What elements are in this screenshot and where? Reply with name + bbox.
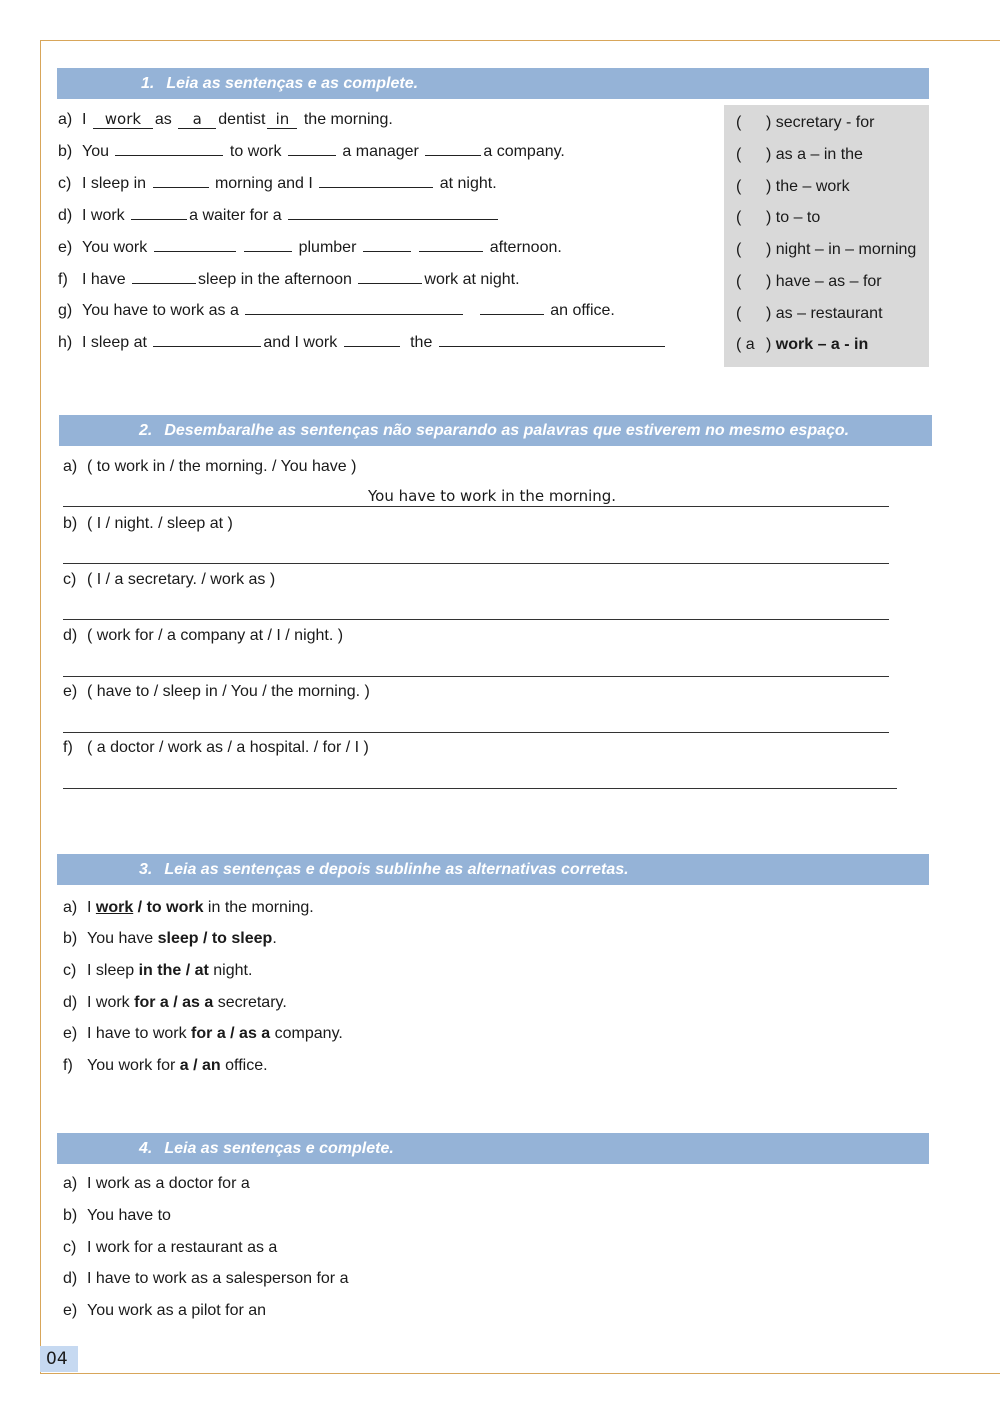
answer-field[interactable]: work [93,110,153,129]
s1-item-a: a) I work as a dentist in the morning. [58,110,393,128]
option-1[interactable]: ( ) secretary - for [736,114,875,131]
s1-item-d: d) I work a waiter for a [58,206,500,225]
s1-item-e: e) You work plumber afternoon. [58,239,562,256]
s2-answer-a[interactable]: You have to work in the morning. [368,487,617,505]
blank-field[interactable] [288,206,498,220]
s4-item-c[interactable]: c) I work for a restaurant as a [63,1239,278,1256]
s4-item-a[interactable]: a) I work as a doctor for a [63,1175,250,1192]
option-word[interactable]: in the / at [138,962,209,979]
blank-field[interactable] [244,238,292,252]
blank-field[interactable] [363,238,411,252]
section-title: Leia as sentenças e as complete. [166,75,419,92]
options-box [724,105,929,367]
s2-item-f: f) ( a doctor / work as / a hospital. / for / I ) [63,739,369,756]
option-2[interactable]: ( ) as a – in the [736,146,863,163]
s2-item-c: c) ( I / a secretary. / work as ) [63,571,276,588]
answer-line[interactable] [63,676,889,677]
s4-item-e[interactable]: e) You work as a pilot for an [63,1302,267,1319]
answer-line[interactable] [63,732,889,733]
section-number: 3. [139,861,153,878]
blank-field[interactable] [153,333,261,347]
option-word[interactable]: / to work [133,899,204,916]
option-6[interactable]: ( ) have – as – for [736,273,882,290]
section-number: 2. [139,422,153,439]
s1-item-b: b) You to work a manager a company. [58,143,565,160]
answer-field[interactable]: a [178,110,216,129]
section-title: Desembaralhe as sentenças não separando as palavras que estiverem no mesmo espaço. [164,422,850,439]
option-3[interactable]: ( ) the – work [736,178,850,195]
s4-item-b[interactable]: b) You have to [63,1207,171,1224]
option-word[interactable]: for a / as a [191,1025,271,1042]
s3-item-c: c) I sleep in the / at night. [63,962,253,979]
blank-field[interactable] [245,301,463,315]
section-4-header [57,1133,929,1164]
section-1-header [57,68,929,99]
option-8[interactable]: ( a ) work – a - in [736,336,869,353]
s2-item-d: d) ( work for / a company at / I / night. ) [63,627,344,644]
s3-item-e: e) I have to work for a / as a company. [63,1025,343,1042]
page-number: 04 [40,1346,78,1372]
blank-field[interactable] [439,333,665,347]
s3-item-a: a) I work / to work in the morning. [63,899,314,916]
blank-field[interactable] [132,270,196,284]
section-number: 4. [139,1140,153,1157]
answer-line[interactable] [63,506,889,507]
blank-field[interactable] [344,333,400,347]
option-7[interactable]: ( ) as – restaurant [736,305,883,322]
option-word[interactable]: sleep / to sleep [157,930,273,947]
s2-item-b: b) ( I / night. / sleep at ) [63,515,233,532]
blank-field[interactable] [425,142,481,156]
answer-field[interactable]: in [267,110,297,129]
s3-item-d: d) I work for a / as a secretary. [63,994,287,1011]
blank-field[interactable] [288,142,336,156]
s1-item-f: f) I have sleep in the afternoon work at night. [58,271,520,288]
section-3-header [57,854,929,885]
section-title: Leia as sentenças e complete. [164,1140,394,1157]
section-2-header [59,415,932,446]
s1-item-h: h) I sleep at and I work the [58,333,667,352]
blank-field[interactable] [358,270,422,284]
option-5[interactable]: ( ) night – in – morning [736,241,917,258]
answer-line[interactable] [63,619,889,620]
s2-item-e: e) ( have to / sleep in / You / the morning. ) [63,683,370,700]
answer-line[interactable] [63,788,897,789]
s3-item-b: b) You have sleep / to sleep. [63,930,277,947]
blank-field[interactable] [115,142,223,156]
option-word[interactable]: for a / as a [134,994,214,1011]
blank-field[interactable] [131,206,187,220]
option-4[interactable]: ( ) to – to [736,209,821,226]
s3-item-f: f) You work for a / an office. [63,1057,268,1074]
option-word[interactable]: a / an [179,1057,221,1074]
option-word[interactable]: work [95,899,134,916]
s1-item-g: g) You have to work as a an office. [58,302,615,319]
blank-field[interactable] [480,301,544,315]
s4-item-d[interactable]: d) I have to work as a salesperson for a [63,1270,349,1287]
s1-item-c: c) I sleep in morning and I at night. [58,175,497,192]
blank-field[interactable] [154,238,236,252]
s2-item-a: a) ( to work in / the morning. / You have ) [63,458,357,475]
blank-field[interactable] [319,174,433,188]
answer-line[interactable] [63,563,889,564]
section-number: 1. [141,75,155,92]
section-title: Leia as sentenças e depois sublinhe as alternativas corretas. [164,861,629,878]
blank-field[interactable] [153,174,209,188]
blank-field[interactable] [419,238,483,252]
